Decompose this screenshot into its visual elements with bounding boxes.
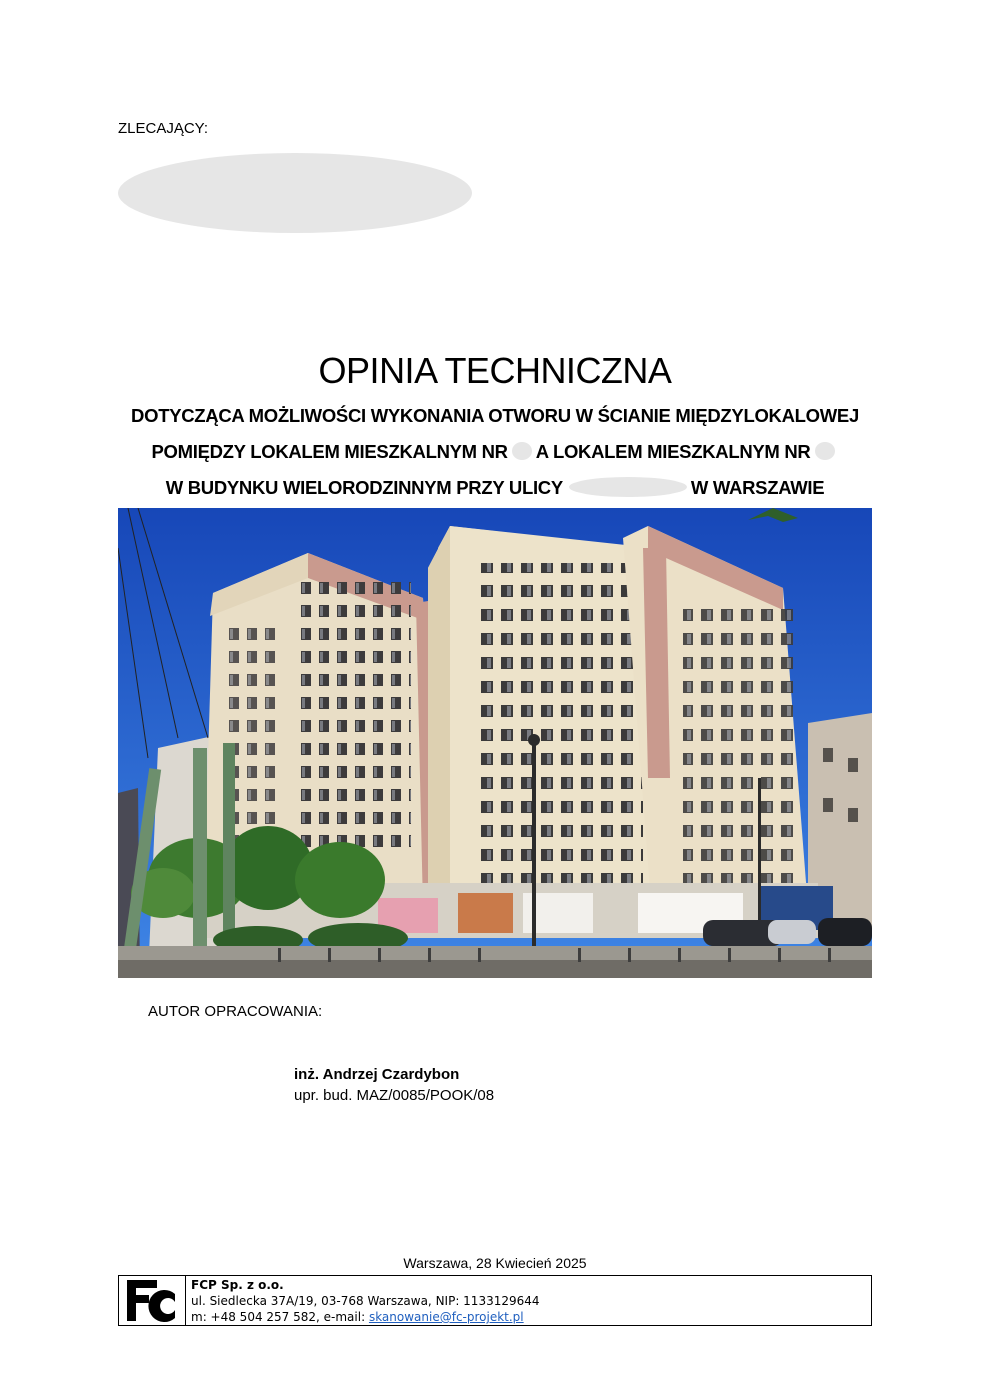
company-address: ul. Siedlecka 37A/19, 03-768 Warszawa, NIP: 1133129644: [191, 1294, 540, 1308]
client-redaction: [118, 153, 472, 233]
subtitle-line-1: DOTYCZĄCA MOŻLIWOŚCI WYKONANIA OTWORU W ŚCIANIE MIĘDZYLOKALOWEJ: [131, 405, 859, 426]
subtitle-line-3: [0, 477, 990, 499]
apartment-number-redaction: [512, 442, 532, 460]
company-logo: [119, 1276, 186, 1325]
subtitle-line-2-part-1: POMIĘDZY LOKALEM MIESZKALNYM NR: [151, 441, 508, 462]
apartment-number-redaction: [815, 442, 835, 460]
company-footer: [118, 1275, 872, 1326]
subtitle-line-2: [0, 441, 990, 463]
email-link[interactable]: skanowanie@fc-projekt.pl: [368, 1310, 524, 1324]
contact-prefix: m: +48 504 257 582, e-mail:: [191, 1310, 369, 1324]
building-photo: [118, 508, 872, 978]
document-title: OPINIA TECHNICZNA: [318, 350, 672, 391]
client-label: ZLECAJĄCY:: [118, 120, 209, 137]
subtitle-line-2-part-2: A LOKALEM MIESZKALNYM NR: [535, 441, 811, 462]
company-contact: [191, 1309, 540, 1325]
author-name: inż. Andrzej Czardybon: [294, 1066, 460, 1083]
company-info: [191, 1277, 540, 1325]
subtitle-line-3-part-2: W WARSZAWIE: [690, 477, 825, 498]
street-redaction: [569, 477, 687, 497]
author-label: AUTOR OPRACOWANIA:: [148, 1003, 323, 1020]
subtitle-line-3-part-1: W BUDYNKU WIELORODZINNYM PRZY ULICY: [165, 477, 563, 498]
document-date: Warszawa, 28 Kwiecień 2025: [403, 1255, 587, 1271]
author-license: upr. bud. MAZ/0085/POOK/08: [294, 1087, 495, 1104]
fc-logo-icon: [119, 1276, 185, 1325]
company-name: FCP Sp. z o.o.: [191, 1278, 284, 1292]
